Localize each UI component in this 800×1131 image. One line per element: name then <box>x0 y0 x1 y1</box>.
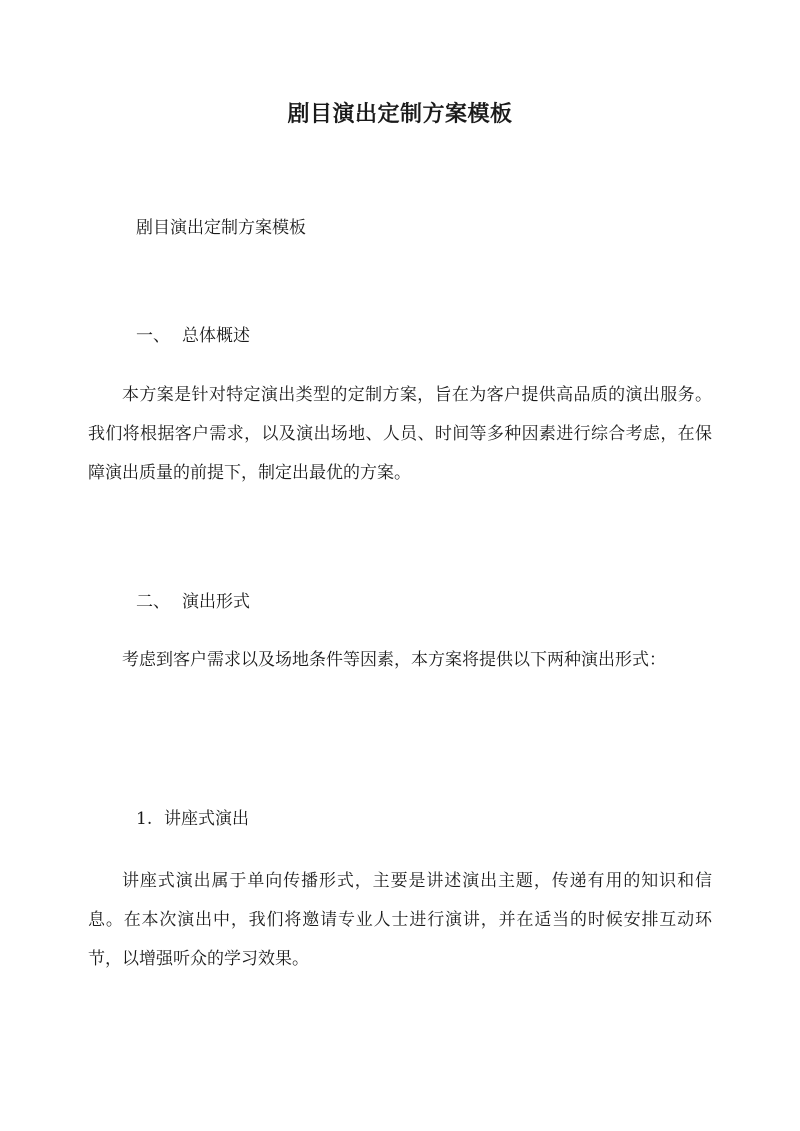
section-number: 一、 <box>136 326 170 346</box>
section-heading-overview <box>136 317 250 356</box>
subsection-paragraph-lecture: 讲座式演出属于单向传播形式，主要是讲述演出主题，传递有用的知识和信息。在本次演出中，我们将邀请专业人士进行演讲，并在适当的时候安排互动环节，以增强听众的学习效果。 <box>88 871 712 969</box>
section-title: 演出形式 <box>182 592 250 612</box>
subsection-number: 1. <box>136 809 153 829</box>
document-title: 剧目演出定制方案模板 <box>287 101 513 127</box>
document-subtitle: 剧目演出定制方案模板 <box>136 218 306 238</box>
section-heading-format <box>136 583 250 622</box>
section-number: 二、 <box>136 592 170 612</box>
section-title: 总体概述 <box>182 326 250 346</box>
subsection-heading-lecture <box>136 800 249 839</box>
section-paragraph-overview: 本方案是针对特定演出类型的定制方案，旨在为客户提供高品质的演出服务。我们将根据客户需求，以及演出场地、人员、时间等多种因素进行综合考虑，在保障演出质量的前提下，制定出最优的方案。 <box>88 385 712 483</box>
section-paragraph-format: 考虑到客户需求以及场地条件等因素，本方案将提供以下两种演出形式： <box>122 650 666 670</box>
subsection-title: 讲座式演出 <box>164 809 249 829</box>
